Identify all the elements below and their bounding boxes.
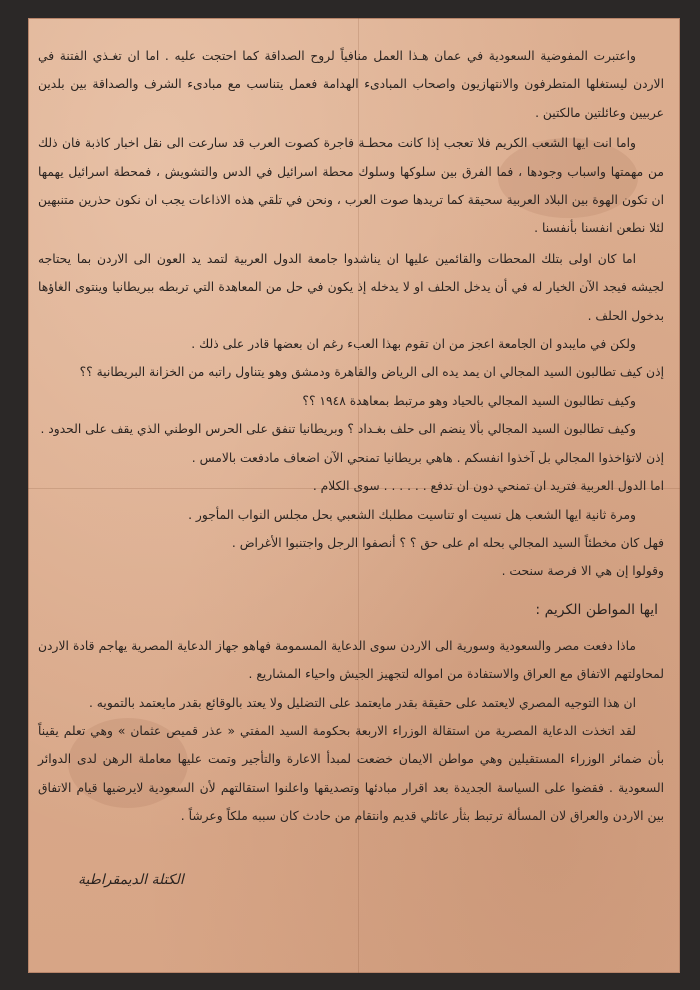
paragraph: وكيف تطالبون السيد المجالي بألا ينضم الى حلف بغـداد ؟ وبريطانيا تنفق على الحرس الوطني الذي يقف على الحدود . [40, 422, 636, 437]
paragraph: اما كان اولى بتلك المحطات والقائمين عليها ان يناشدوا جامعة الدول العربية لتمد يد العون الى الاردن بما يحتاجه لجيشه فيجد الآن الخيار له في أن يدخل الحلف او لا يدخله إذ يكون في حل من المعاهدة التي تربطه ببريطانيا وينتوى الغاؤها بدخول الحلف . [38, 251, 664, 323]
paragraph: ولكن في مايبدو ان الجامعة اعجز من ان تقوم بهذا العبء رغم ان بعضها قادر على ذلك . [191, 337, 636, 352]
document-body [38, 42, 664, 831]
paragraph: فهل كان مخطئاً السيد المجالي بحله ام على حق ؟ ؟ أنصفوا الرجل واجتنبوا الأغراض . [231, 535, 664, 550]
section-heading: ايها المواطن الكريم : [535, 601, 658, 618]
paragraph: ومرة ثانية ايها الشعب هل نسيت او تناسيت مطلبك الشعبي بحل مجلس النواب المأجور . [188, 507, 636, 522]
paragraph: إذن كيف تطالبون السيد المجالي ان يمد يده الى الرياض والقاهرة ودمشق وهو يتناول راتبه من الخزانة البريطانية ؟؟ [79, 365, 664, 380]
paragraph: وقولوا إن هي الا فرصة سنحت . [501, 564, 664, 579]
paragraph: وكيف تطالبون السيد المجالي بالحياد وهو مرتبط بمعاهدة ١٩٤٨ ؟؟ [302, 393, 636, 408]
signature: الكتلة الديمقراطية [78, 872, 184, 888]
paragraph: لقد اتخذت الدعاية المصرية من استقالة الوزراء الاربعة بحكومة السيد المفتي « عذر قميص عثمان » وهي تعلم يقيناً بأن ضمائر الوزراء المستقيلين وهي مواطن الايمان خضعت لمبدأ الاعارة والتأجير وتمت عليها معاملة الرهن لدى الدوائر السعودية . فقضوا على السياسة الجديدة بعد اقرار مبادئها وتصديقها واعلنوا استقالتهم لأن السعودية لايرضيها قيام الاتفاق بين الاردن والعراق لان المسألة ترتبط بثأر عائلي قديم وانتقام من حادث كان سببه ملكاً وعرشاً . [38, 723, 664, 824]
paragraph: واعتبرت المفوضية السعودية في عمان هـذا العمل منافياً لروح الصداقة كما احتجت عليه . اما ان تغـذي الفتنة في الاردن ليستغلها المتطرفون والانتهازيون واصحاب المبادىء الهدامة فعمل يتناسب مع مبادىء الشرف والصداقة بين بلدين عربيين وعائلتين مالكتين . [38, 49, 664, 120]
paragraph: ماذا دفعت مصر والسعودية وسورية الى الاردن سوى الدعاية المسمومة فهاهو جهاز الدعاية المصرية يهاجم قادة الاردن لمحاولتهم الاتفاق مع العراق والاستفادة من امواله لتجهيز الجيش واحياء المشاريع . [38, 638, 664, 682]
paragraph: اما الدول العربية فتريد ان تمنحي دون ان تدفع . . . . . . سوى الكلام . [312, 479, 664, 494]
paragraph: إذن لاتؤاخذوا المجالي بل آخذوا انفسكم . هاهي بريطانيا تمنحي الآن اضعاف مادفعت بالامس . [191, 450, 664, 465]
paragraph: واما انت ايها الشعب الكريم فلا تعجب إذا كانت محطـة فاجرة كصوت العرب قد سارعت الى نقل اخبار كاذبة فان ذلك من مهمتها واسباب وجودها ، فما الفرق بين سلوكها وسلوك محطة اسرائيل في الدس والتشويش ، فمحطة اسرائيل يهمها ان تكون الهوة بين البلاد العربية سحيقة كما تريدها صوت العرب ، ونحن في تلقي هذه الاذاعات يجب ان نكون حذرين متنبهين لئلا نطعن انفسنا بأنفسنا . [38, 136, 664, 236]
paragraph: ان هذا التوجيه المصري لايعتمد على حقيقة بقدر مايعتمد على التضليل ولا يعتد بالوقائع بقدر مايعتمد بالتمويه . [88, 695, 636, 710]
